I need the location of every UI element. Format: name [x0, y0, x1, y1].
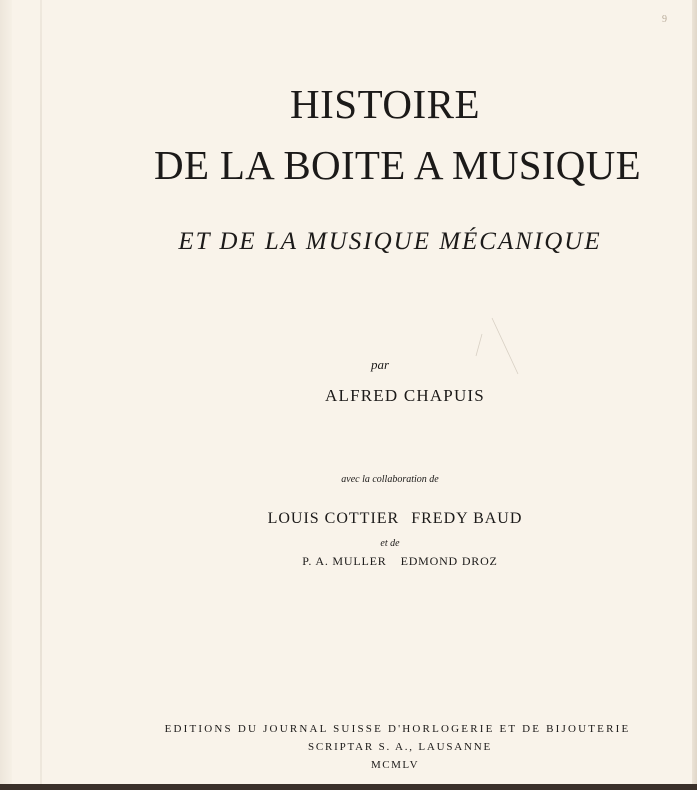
publisher-line-1: EDITIONS DU JOURNAL SUISSE D'HORLOGERIE ET DE BIJOUTERIE [164, 723, 631, 735]
subtitle: ET DE LA MUSIQUE MÉCANIQUE [178, 228, 602, 255]
collaborator-name: EDMOND DROZ [400, 554, 498, 568]
page-bottom-edge [0, 784, 697, 790]
title-line-2: DE LA BOITE A MUSIQUE [154, 142, 641, 188]
title-line-1: HISTOIRE [290, 81, 481, 127]
author-name: ALFRED CHAPUIS [325, 386, 485, 405]
page-left-edge [0, 0, 12, 790]
page-right-edge [692, 0, 697, 790]
publication-year: MCMLV [370, 759, 420, 771]
page-mark: 9 [662, 14, 667, 25]
and-label: et de [380, 538, 400, 549]
page-gutter-line [40, 0, 42, 790]
collaborator-name: LOUIS COTTIER [267, 510, 400, 527]
collaborators-line-2 [280, 554, 520, 569]
pencil-mark [470, 316, 530, 376]
collaborator-name: FREDY BAUD [411, 510, 523, 527]
collaborators-line-1 [240, 510, 550, 528]
by-label: par [370, 357, 390, 372]
collaborator-name: P. A. MULLER [302, 554, 387, 568]
publisher-line-2: SCRIPTAR S. A., LAUSANNE [307, 741, 493, 753]
collaboration-label: avec la collaboration de [341, 474, 439, 485]
